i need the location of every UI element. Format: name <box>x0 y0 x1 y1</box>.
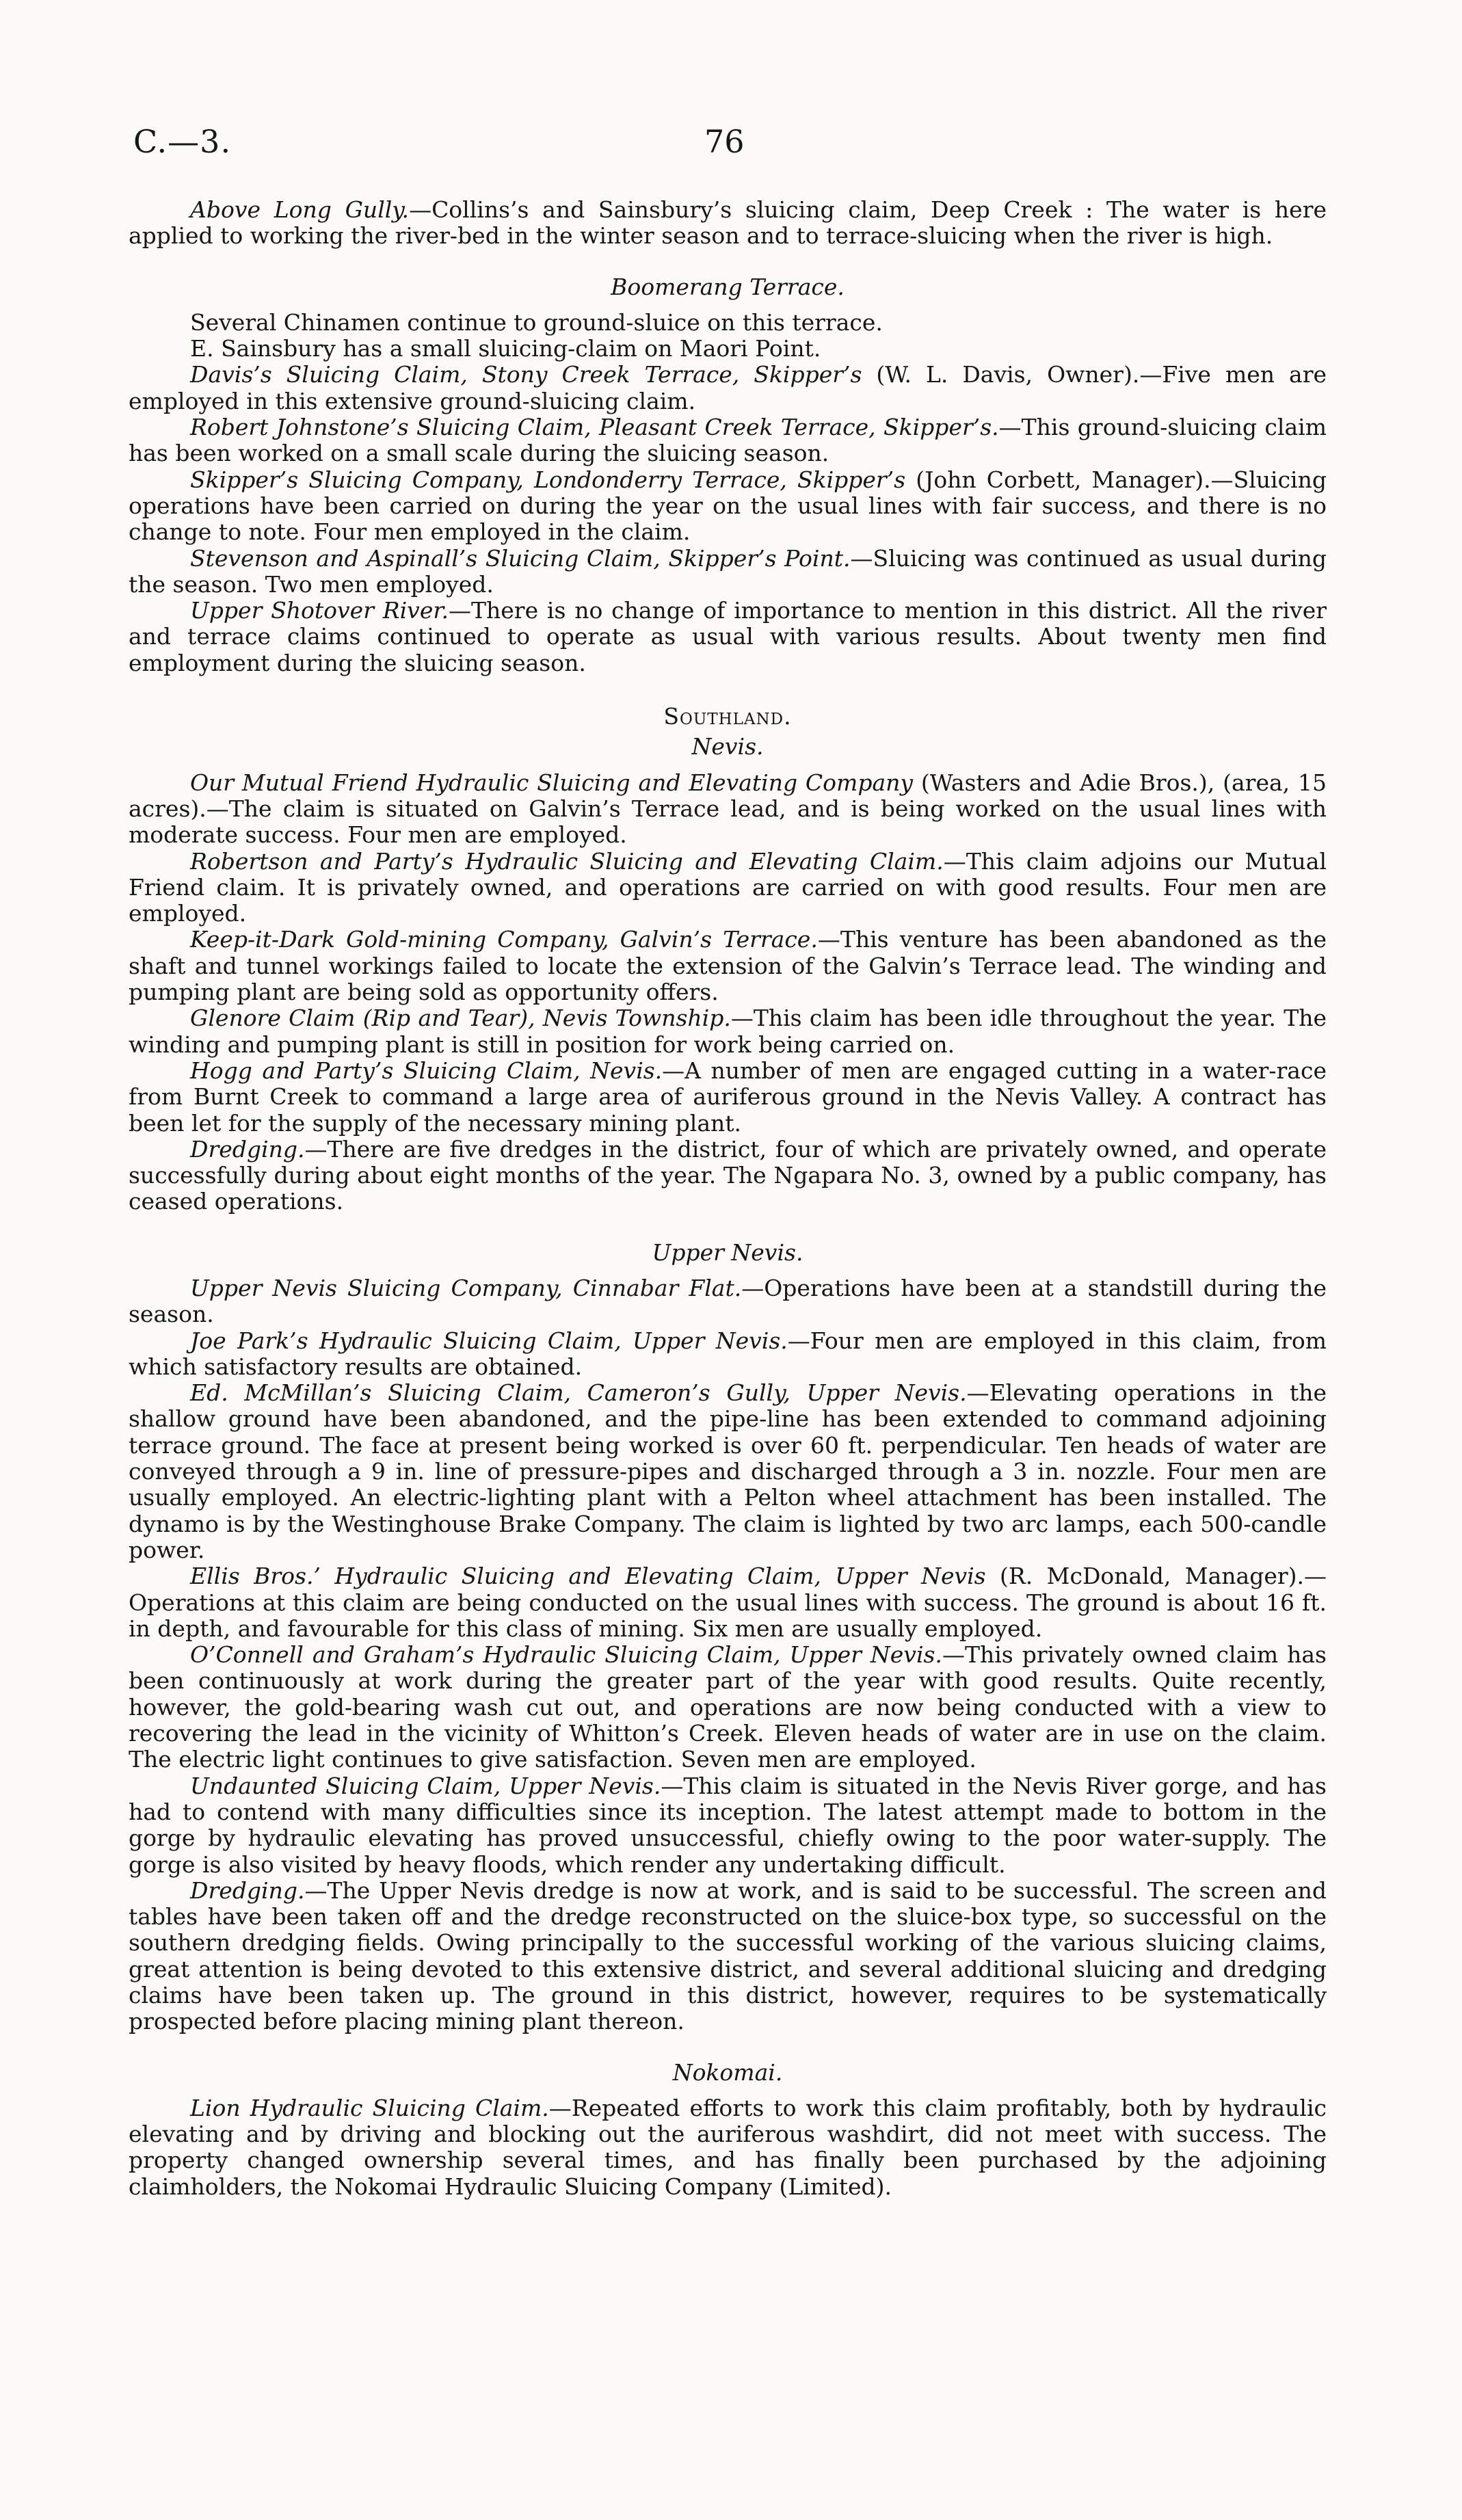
paragraph-text: —This venture has been abandoned as the shaft and tunnel workings failed to locate the extension of the Galvin’s Terrace lead. The winding and pumping plant are being sold as opportunity offers. <box>129 926 1327 1006</box>
paragraph-lead: Robertson and Party’s Hydraulic Sluicing and Elevating Claim. <box>190 847 944 875</box>
paragraph <box>129 927 1327 1005</box>
paragraph <box>129 2095 1327 2200</box>
paragraph-lead: Glenore Claim (Rip and Tear), Nevis Township. <box>190 1005 731 1032</box>
paragraph <box>129 1380 1327 1563</box>
paragraph-text: —A number of men are engaged cutting in a water-race from Burnt Creek to command a large area of auriferous ground in the Nevis Valley. A contract has been let for the supply of the necessary mining plant. <box>129 1057 1327 1137</box>
paragraph <box>129 1275 1327 1328</box>
paragraph-text: —Elevating operations in the shallow ground have been abandoned, and the pipe-line has been extended to command adjoining terrace ground. The face at present being worked is over 60 ft. perpendicular. Ten heads of water are conveyed through a 9 in. line of pressure-pipes and discharged through a 3 in. nozzle. Four men are usually employed. An electric-lighting plant with a Pelton wheel attachment has been installed. The dynamo is by the Westinghouse Brake Company. The claim is lighted by two arc lamps, each 500-candle power. <box>129 1379 1327 1563</box>
paragraph-text: —This claim adjoins our Mutual Friend claim. It is privately owned, and operations are carried on with good results. Four men are employed. <box>129 847 1327 927</box>
paragraph-text: (Wasters and Adie Bros.), (area, 15 acres).—The claim is situated on Galvin’s Terrace lead, and is being worked on the usual lines with moderate success. Four men are employed. <box>129 769 1327 849</box>
paragraph-text: —Four men are employed in this claim, from which satisfactory results are obtained. <box>129 1327 1327 1380</box>
paragraph-lead: Robert Johnstone’s Sluicing Claim, Pleasant Creek Terrace, Skipper’s. <box>190 414 999 441</box>
document-reference: C.—3. <box>133 123 232 160</box>
paragraph-text: —Repeated efforts to work this claim profitably, both by hydraulic elevating and by driving and blocking out the auriferous washdirt, did not meet with success. The property changed ownership several times, and has finally been purchased by the adjoining claimholders, the Nokomai Hydraulic Sluicing Company (Limited). <box>129 2094 1327 2200</box>
paragraph-text: —The Upper Nevis dredge is now at work, and is said to be successful. The screen and tables have been taken off and the dredge reconstructed on the sluice-box type, so successful on the southern dredging fields. Owing principally to the successful working of the various sluicing claims, great attention is being devoted to this extensive district, and several additional sluicing and dredging claims have been taken up. The ground in this district, however, requires to be systematically prospected before placing mining plant thereon. <box>129 1876 1327 2035</box>
paragraph <box>129 336 1327 362</box>
paragraph-lead: Keep-it-Dark Gold-mining Company, Galvin’s Terrace. <box>190 926 818 953</box>
subheading: Nevis. <box>691 733 764 760</box>
paragraph-lead: Davis’s Sluicing Claim, Stony Creek Terrace, Skipper’s <box>190 361 862 388</box>
paragraph-lead: Undaunted Sluicing Claim, Upper Nevis. <box>190 1772 661 1799</box>
subheading: Nokomai. <box>672 2058 783 2086</box>
paragraph-lead: Stevenson and Aspinall’s Sluicing Claim, Skipper’s Point. <box>190 544 851 572</box>
paragraph-lead: Dredging. <box>190 1135 305 1163</box>
paragraph-text: —This claim has been idle throughout the year. The winding and pumping plant is still in position for work being carried on. <box>129 1005 1327 1058</box>
subheading: Boomerang Terrace. <box>611 273 845 300</box>
paragraph-lead: Hogg and Party’s Sluicing Claim, Nevis. <box>190 1057 663 1084</box>
paragraph-text: (R. McDonald, Manager).—Operations at this claim are being conducted on the usual lines with success. The ground is about 16 ft. in depth, and favourable for this class of mining. Six men are usually employed. <box>129 1563 1327 1642</box>
paragraph-text: —There are five dredges in the district, four of which are privately owned, and operate successfully during about eight months of the year. The Ngapara No. 3, owned by a public company, has ceased operations. <box>129 1135 1327 1215</box>
paragraph <box>129 197 1327 250</box>
paragraph <box>129 1328 1327 1381</box>
paragraph-lead: Our Mutual Friend Hydraulic Sluicing and Elevating Company <box>190 769 914 796</box>
paragraph-lead: O’Connell and Graham’s Hydraulic Sluicing Claim, Upper Nevis. <box>190 1641 942 1669</box>
paragraph-text: —There is no change of importance to mention in this district. All the river and terrace claims continued to operate as usual with various results. About twenty men find employment during the sluicing season. <box>129 597 1327 676</box>
paragraph-lead: Dredging. <box>190 1876 305 1904</box>
paragraph <box>129 770 1327 849</box>
paragraph-text: —Operations have been at a standstill during the season. <box>129 1274 1327 1328</box>
paragraph-text: E. Sainsbury has a small sluicing-claim on Maori Point. <box>190 335 821 362</box>
paragraph-lead: Joe Park’s Hydraulic Sluicing Claim, Upper Nevis. <box>190 1327 788 1354</box>
paragraph-text: Several Chinamen continue to ground-sluice on this terrace. <box>190 308 883 336</box>
paragraph-text: —This privately owned claim has been continuously at work during the greater part of the year with good results. Quite recently, however, the gold-bearing wash cut out, and operations are now being conducted with a view to recovering the lead in the vicinity of Whitton’s Creek. Eleven heads of water are in use on the claim. The electric light continues to give satisfaction. Seven men are employed. <box>129 1641 1327 1773</box>
paragraph-lead: Upper Shotover River. <box>190 597 449 624</box>
paragraph <box>129 849 1327 927</box>
document-body <box>129 197 1327 2200</box>
paragraph-text: —This claim is situated in the Nevis River gorge, and has had to contend with many difficulties since its inception. The latest attempt made to bottom in the gorge by hydraulic elevating has proved unsuccessful, chiefly owing to the poor water-supply. The gorge is also visited by heavy floods, which render any undertaking difficult. <box>129 1772 1327 1878</box>
paragraph-lead: Ellis Bros.’ Hydraulic Sluicing and Elevating Claim, Upper Nevis <box>190 1563 986 1590</box>
paragraph-lead: Skipper’s Sluicing Company, Londonderry Terrace, Skipper’s <box>190 466 906 493</box>
paragraph <box>129 1005 1327 1058</box>
paragraph-text: —Sluicing was continued as usual during the season. Two men employed. <box>129 544 1327 598</box>
paragraph <box>129 310 1327 336</box>
paragraph <box>129 546 1327 598</box>
paragraph <box>129 414 1327 467</box>
paragraph <box>129 467 1327 546</box>
paragraph-text: —Collins’s and Sainsbury’s sluicing claim, Deep Creek : The water is here applied to working the river-bed in the winter season and to terrace-sluicing when the river is high. <box>129 196 1327 250</box>
section-heading: Southland. <box>663 703 792 730</box>
paragraph-lead: Upper Nevis Sluicing Company, Cinnabar Flat. <box>190 1274 742 1301</box>
paragraph <box>129 1137 1327 1215</box>
paragraph <box>129 1878 1327 2035</box>
subheading: Upper Nevis. <box>652 1238 803 1266</box>
paragraph-lead: Ed. McMillan’s Sluicing Claim, Cameron’s Gully, Upper Nevis. <box>190 1379 967 1407</box>
paragraph-text: (W. L. Davis, Owner).—Five men are employed in this extensive ground-sluicing claim. <box>129 361 1327 414</box>
paragraph <box>129 1642 1327 1773</box>
paragraph <box>129 598 1327 676</box>
paragraph-lead: Lion Hydraulic Sluicing Claim. <box>190 2094 549 2121</box>
paragraph <box>129 1563 1327 1642</box>
paragraph-text: (John Corbett, Manager).—Sluicing operations have been carried on during the year on the usual lines with fair success, and there is no change to note. Four men employed in the claim. <box>129 466 1327 546</box>
paragraph <box>129 1058 1327 1137</box>
page-number: 76 <box>704 123 745 160</box>
paragraph <box>129 362 1327 414</box>
paragraph <box>129 1773 1327 1878</box>
paragraph-text: —This ground-sluicing claim has been worked on a small scale during the sluicing season. <box>129 414 1327 467</box>
paragraph-lead: Above Long Gully. <box>190 196 410 223</box>
